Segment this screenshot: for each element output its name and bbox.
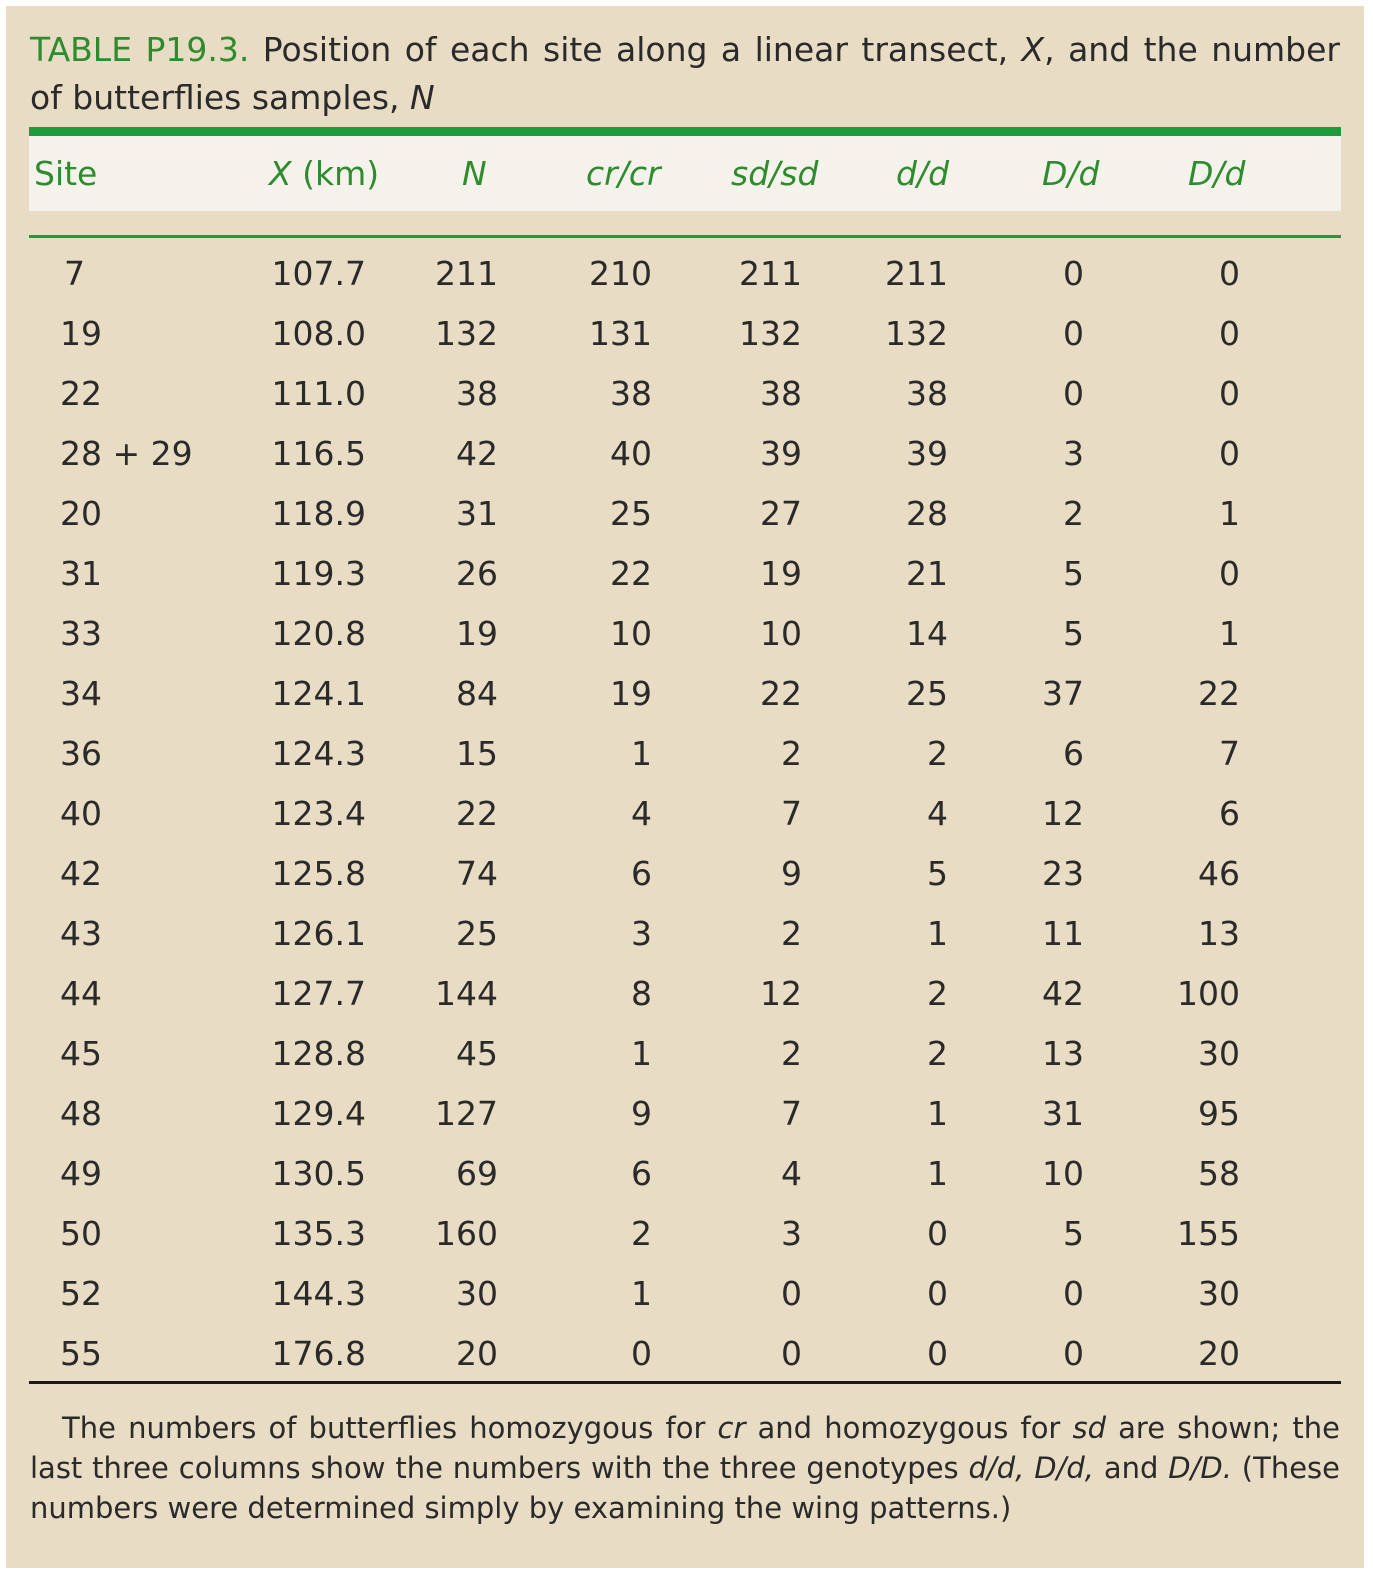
cell-D-d-1: 5	[1063, 1214, 1084, 1253]
table-row	[6, 374, 1364, 434]
cell-D-d-1: 3	[1063, 434, 1084, 473]
table-row	[6, 314, 1364, 374]
cell-D-d-2: 95	[1198, 1094, 1240, 1133]
cell-x-km: 125.8	[271, 854, 366, 893]
cell-cr-cr: 210	[589, 254, 652, 293]
table-row	[6, 734, 1364, 794]
cell-site: 43	[60, 914, 102, 953]
cell-d-d: 2	[927, 1034, 948, 1073]
cell-d-d: 39	[906, 434, 948, 473]
cell-D-d-2: 0	[1219, 554, 1240, 593]
cell-site: 7	[64, 254, 85, 293]
table-row	[6, 554, 1364, 614]
cell-D-d-1: 6	[1063, 734, 1084, 773]
table-row	[6, 1214, 1364, 1274]
cell-n: 38	[456, 374, 498, 413]
cell-cr-cr: 25	[610, 494, 652, 533]
cell-D-d-1: 31	[1042, 1094, 1084, 1133]
header-x-km: X (km)	[269, 154, 380, 193]
cell-cr-cr: 6	[631, 854, 652, 893]
cell-n: 74	[456, 854, 498, 893]
cell-site: 28 + 29	[60, 434, 193, 473]
cell-x-km: 124.1	[271, 674, 366, 713]
cell-d-d: 28	[906, 494, 948, 533]
cell-sd-sd: 132	[739, 314, 802, 353]
cell-n: 127	[435, 1094, 498, 1133]
cell-D-d-1: 37	[1042, 674, 1084, 713]
cell-x-km: 129.4	[271, 1094, 366, 1133]
cell-sd-sd: 22	[760, 674, 802, 713]
header-d-d: d/d	[896, 154, 950, 193]
cell-n: 84	[456, 674, 498, 713]
header-band	[29, 136, 1341, 211]
cell-d-d: 2	[927, 974, 948, 1013]
header-site: Site	[34, 154, 98, 193]
cell-n: 42	[456, 434, 498, 473]
cell-sd-sd: 7	[781, 794, 802, 833]
cell-sd-sd: 19	[760, 554, 802, 593]
table-row	[6, 254, 1364, 314]
cell-site: 22	[60, 374, 102, 413]
cell-sd-sd: 27	[760, 494, 802, 533]
table-row	[6, 1154, 1364, 1214]
cell-n: 30	[456, 1274, 498, 1313]
cell-D-d-1: 0	[1063, 1274, 1084, 1313]
cell-site: 52	[60, 1274, 102, 1313]
cell-D-d-2: 100	[1177, 974, 1240, 1013]
cell-x-km: 120.8	[271, 614, 366, 653]
cell-d-d: 211	[885, 254, 948, 293]
cell-D-d-1: 0	[1063, 254, 1084, 293]
cell-n: 20	[456, 1334, 498, 1373]
cell-n: 45	[456, 1034, 498, 1073]
table-label: TABLE P19.3.	[30, 30, 250, 69]
cell-cr-cr: 9	[631, 1094, 652, 1133]
cell-x-km: 107.7	[271, 254, 366, 293]
cell-x-km: 119.3	[271, 554, 366, 593]
cell-sd-sd: 211	[739, 254, 802, 293]
cell-n: 26	[456, 554, 498, 593]
table-row	[6, 494, 1364, 554]
caption-var-x: X	[1021, 30, 1045, 69]
cell-sd-sd: 2	[781, 1034, 802, 1073]
table-footnote	[30, 1408, 1340, 1528]
cell-D-d-1: 13	[1042, 1034, 1084, 1073]
header-cr-cr: cr/cr	[586, 154, 661, 193]
cell-cr-cr: 22	[610, 554, 652, 593]
footnote-text: The numbers of butterflies homozygous for	[62, 1411, 718, 1445]
cell-x-km: 127.7	[271, 974, 366, 1013]
cell-cr-cr: 6	[631, 1154, 652, 1193]
cell-x-km: 135.3	[271, 1214, 366, 1253]
cell-D-d-1: 42	[1042, 974, 1084, 1013]
cell-site: 50	[60, 1214, 102, 1253]
cell-d-d: 4	[927, 794, 948, 833]
cell-x-km: 123.4	[271, 794, 366, 833]
cell-d-d: 0	[927, 1274, 948, 1313]
table-row	[6, 974, 1364, 1034]
cell-x-km: 116.5	[271, 434, 366, 473]
cell-site: 31	[60, 554, 102, 593]
cell-n: 69	[456, 1154, 498, 1193]
caption-text: , and the number of butterflies samples,	[30, 30, 1340, 117]
table-row	[6, 794, 1364, 854]
cell-x-km: 144.3	[271, 1274, 366, 1313]
cell-cr-cr: 10	[610, 614, 652, 653]
cell-cr-cr: 1	[631, 1274, 652, 1313]
footnote-sd: sd	[1072, 1411, 1107, 1445]
cell-D-d-1: 2	[1063, 494, 1084, 533]
caption-var-n: N	[410, 78, 435, 117]
cell-D-d-1: 12	[1042, 794, 1084, 833]
cell-D-d-2: 0	[1219, 254, 1240, 293]
cell-cr-cr: 1	[631, 734, 652, 773]
cell-d-d: 132	[885, 314, 948, 353]
cell-D-d-2: 46	[1198, 854, 1240, 893]
cell-cr-cr: 3	[631, 914, 652, 953]
table-row	[6, 674, 1364, 734]
table-row	[6, 1034, 1364, 1094]
cell-sd-sd: 4	[781, 1154, 802, 1193]
cell-D-d-2: 0	[1219, 434, 1240, 473]
cell-n: 25	[456, 914, 498, 953]
cell-n: 132	[435, 314, 498, 353]
cell-d-d: 2	[927, 734, 948, 773]
header-D-d-2: D/d	[1188, 154, 1246, 193]
cell-D-d-2: 6	[1219, 794, 1240, 833]
cell-cr-cr: 4	[631, 794, 652, 833]
cell-x-km: 128.8	[271, 1034, 366, 1073]
cell-sd-sd: 39	[760, 434, 802, 473]
footnote-text: and homozygous for	[745, 1411, 1073, 1445]
table-row	[6, 1094, 1364, 1154]
table-row	[6, 914, 1364, 974]
cell-x-km: 118.9	[271, 494, 366, 533]
cell-x-km: 108.0	[271, 314, 366, 353]
cell-D-d-2: 20	[1198, 1334, 1240, 1373]
cell-x-km: 176.8	[271, 1334, 366, 1373]
cell-sd-sd: 38	[760, 374, 802, 413]
header-sd-sd: sd/sd	[731, 154, 819, 193]
footnote-text: and	[1093, 1451, 1169, 1485]
cell-cr-cr: 0	[631, 1334, 652, 1373]
caption-text: Position of each site along a linear transect,	[249, 30, 1022, 69]
cell-sd-sd: 12	[760, 974, 802, 1013]
header-x-var: X	[269, 154, 292, 193]
table-row	[6, 1274, 1364, 1334]
cell-d-d: 1	[927, 914, 948, 953]
cell-x-km: 130.5	[271, 1154, 366, 1193]
cell-D-d-2: 13	[1198, 914, 1240, 953]
cell-site: 48	[60, 1094, 102, 1133]
cell-n: 19	[456, 614, 498, 653]
cell-site: 34	[60, 674, 102, 713]
cell-n: 31	[456, 494, 498, 533]
footnote-genotype-DD: D/D.	[1168, 1451, 1232, 1485]
cell-site: 55	[60, 1334, 102, 1373]
header-n: N	[462, 154, 487, 193]
cell-D-d-2: 1	[1219, 494, 1240, 533]
table-bottom-rule	[29, 1381, 1341, 1384]
cell-D-d-2: 0	[1219, 314, 1240, 353]
header-D-d-1: D/d	[1042, 154, 1100, 193]
cell-site: 36	[60, 734, 102, 773]
cell-n: 160	[435, 1214, 498, 1253]
cell-D-d-2: 7	[1219, 734, 1240, 773]
cell-D-d-2: 58	[1198, 1154, 1240, 1193]
cell-d-d: 21	[906, 554, 948, 593]
cell-x-km: 126.1	[271, 914, 366, 953]
cell-D-d-1: 5	[1063, 554, 1084, 593]
table-row	[6, 1334, 1364, 1394]
table-row	[6, 854, 1364, 914]
cell-site: 20	[60, 494, 102, 533]
cell-D-d-1: 0	[1063, 1334, 1084, 1373]
cell-n: 15	[456, 734, 498, 773]
cell-sd-sd: 10	[760, 614, 802, 653]
cell-x-km: 111.0	[271, 374, 366, 413]
header-bottom-rule	[29, 235, 1341, 238]
table-row	[6, 614, 1364, 674]
header-top-rule	[29, 127, 1341, 136]
cell-n: 22	[456, 794, 498, 833]
cell-site: 45	[60, 1034, 102, 1073]
footnote-cr: cr	[717, 1411, 746, 1445]
cell-sd-sd: 0	[781, 1334, 802, 1373]
footnote-genotypes: d/d, D/d,	[968, 1451, 1094, 1485]
cell-D-d-1: 10	[1042, 1154, 1084, 1193]
cell-site: 40	[60, 794, 102, 833]
cell-d-d: 25	[906, 674, 948, 713]
cell-D-d-1: 0	[1063, 374, 1084, 413]
cell-d-d: 0	[927, 1334, 948, 1373]
cell-D-d-1: 0	[1063, 314, 1084, 353]
cell-d-d: 0	[927, 1214, 948, 1253]
cell-d-d: 1	[927, 1094, 948, 1133]
footnote-text: (These numbers were determined simply by examining the wing patterns.)	[30, 1451, 1340, 1525]
cell-n: 144	[435, 974, 498, 1013]
cell-x-km: 124.3	[271, 734, 366, 773]
cell-D-d-2: 30	[1198, 1274, 1240, 1313]
cell-sd-sd: 9	[781, 854, 802, 893]
cell-sd-sd: 3	[781, 1214, 802, 1253]
footnote-text: are shown; the last three columns show the numbers with the three genotypes	[30, 1411, 1341, 1485]
cell-D-d-1: 5	[1063, 614, 1084, 653]
cell-d-d: 5	[927, 854, 948, 893]
cell-sd-sd: 2	[781, 914, 802, 953]
cell-sd-sd: 0	[781, 1274, 802, 1313]
cell-d-d: 1	[927, 1154, 948, 1193]
cell-sd-sd: 2	[781, 734, 802, 773]
table-caption	[30, 26, 1340, 122]
cell-site: 42	[60, 854, 102, 893]
cell-site: 19	[60, 314, 102, 353]
table-row	[6, 434, 1364, 494]
cell-site: 33	[60, 614, 102, 653]
cell-n: 211	[435, 254, 498, 293]
cell-site: 49	[60, 1154, 102, 1193]
cell-cr-cr: 1	[631, 1034, 652, 1073]
table-page	[6, 6, 1364, 1568]
cell-D-d-2: 0	[1219, 374, 1240, 413]
cell-D-d-1: 11	[1042, 914, 1084, 953]
cell-cr-cr: 131	[589, 314, 652, 353]
cell-cr-cr: 40	[610, 434, 652, 473]
cell-D-d-2: 30	[1198, 1034, 1240, 1073]
cell-cr-cr: 2	[631, 1214, 652, 1253]
cell-cr-cr: 38	[610, 374, 652, 413]
cell-D-d-2: 22	[1198, 674, 1240, 713]
cell-sd-sd: 7	[781, 1094, 802, 1133]
cell-D-d-2: 1	[1219, 614, 1240, 653]
cell-d-d: 14	[906, 614, 948, 653]
cell-D-d-1: 23	[1042, 854, 1084, 893]
cell-site: 44	[60, 974, 102, 1013]
cell-D-d-2: 155	[1177, 1214, 1240, 1253]
cell-cr-cr: 8	[631, 974, 652, 1013]
cell-cr-cr: 19	[610, 674, 652, 713]
cell-d-d: 38	[906, 374, 948, 413]
